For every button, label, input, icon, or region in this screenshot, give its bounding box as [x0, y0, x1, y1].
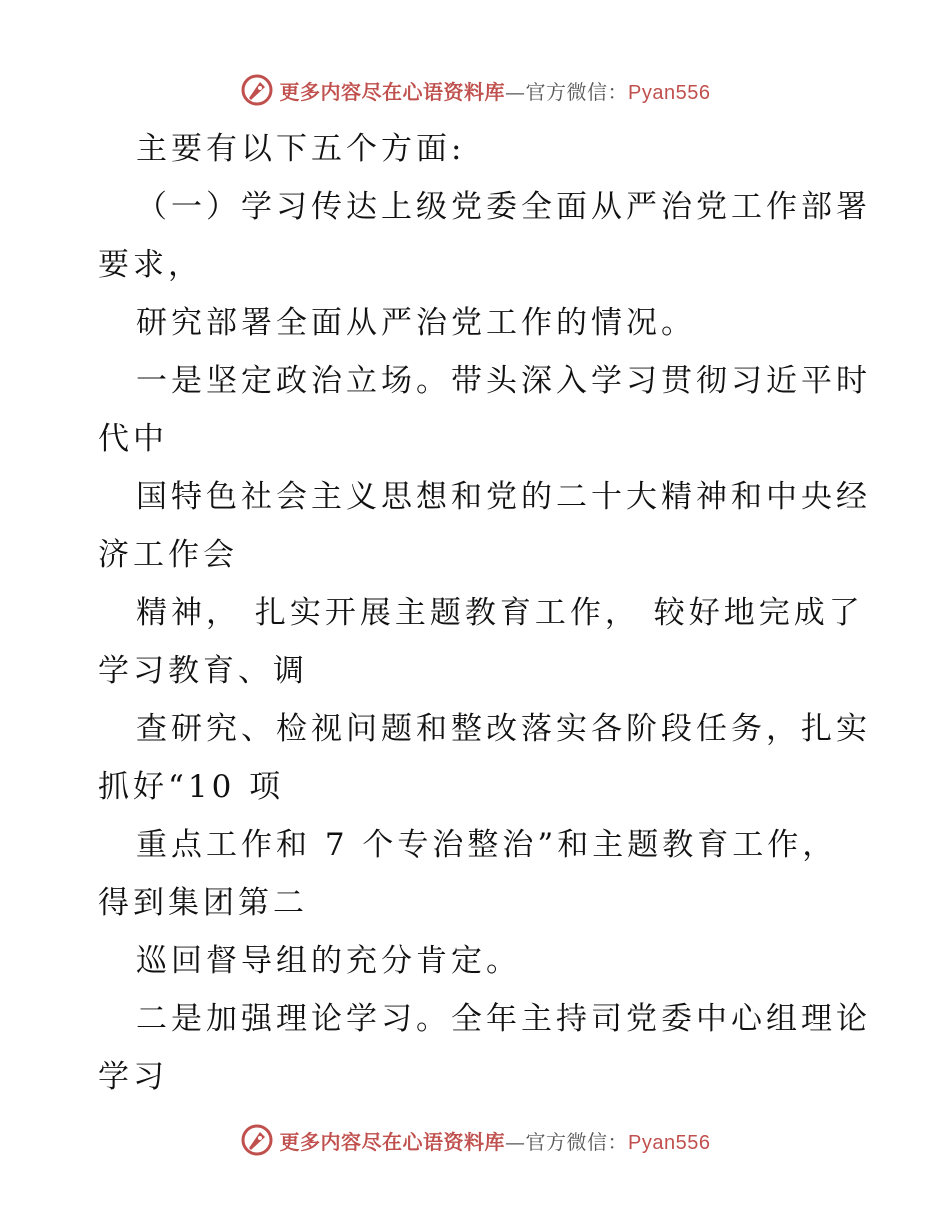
banner-site-name: 更多内容尽在心语资料库 — [279, 1129, 506, 1154]
pen-nib-logo-icon — [240, 73, 274, 107]
banner-text — [280, 76, 711, 105]
text-line: 研究部署全面从严治党工作的情况。 — [136, 305, 696, 341]
text-line: 济工作会 — [98, 537, 238, 573]
banner-wechat-id: Pyan556 — [628, 1131, 711, 1154]
text-line: 国特色社会主义思想和党的二十大精神和中央经 — [136, 479, 871, 515]
footer-banner — [0, 1120, 950, 1160]
banner-site-name: 更多内容尽在心语资料库 — [279, 79, 506, 104]
banner-wechat-label: 官方微信： — [525, 79, 629, 104]
text-line: 主要有以下五个方面: — [136, 131, 466, 167]
document-body — [98, 120, 871, 1106]
text-line: 代中 — [98, 421, 168, 457]
header-banner — [0, 70, 950, 110]
text-line: 查研究、检视问题和整改落实各阶段任务，扎实 — [136, 711, 871, 747]
banner-wechat-id: Pyan556 — [628, 81, 711, 104]
text-line: 得到集团第二 — [98, 885, 308, 921]
banner-wechat-label: 官方微信： — [525, 1129, 629, 1154]
banner-text — [280, 1126, 711, 1155]
text-line: 二是加强理论学习。全年主持司党委中心组理论 — [136, 1001, 871, 1037]
pen-nib-logo-icon — [240, 1123, 274, 1157]
banner-dash: — — [505, 79, 526, 104]
text-line: 抓好“10 项 — [98, 769, 285, 805]
text-line: （一）学习传达上级党委全面从严治党工作部署 — [136, 189, 871, 225]
text-line: 学习 — [98, 1059, 168, 1095]
banner-dash: — — [505, 1129, 526, 1154]
text-line: 巡回督导组的充分肯定。 — [136, 943, 521, 979]
text-line: 学习教育、调 — [98, 653, 308, 689]
text-line: 一是坚定政治立场。带头深入学习贯彻习近平时 — [136, 363, 871, 399]
text-line: 要求， — [98, 247, 203, 283]
text-line: 精神， 扎实开展主题教育工作， 较好地完成了 — [136, 595, 864, 631]
text-line: 重点工作和 7 个专治整治”和主题教育工作， — [136, 827, 838, 863]
